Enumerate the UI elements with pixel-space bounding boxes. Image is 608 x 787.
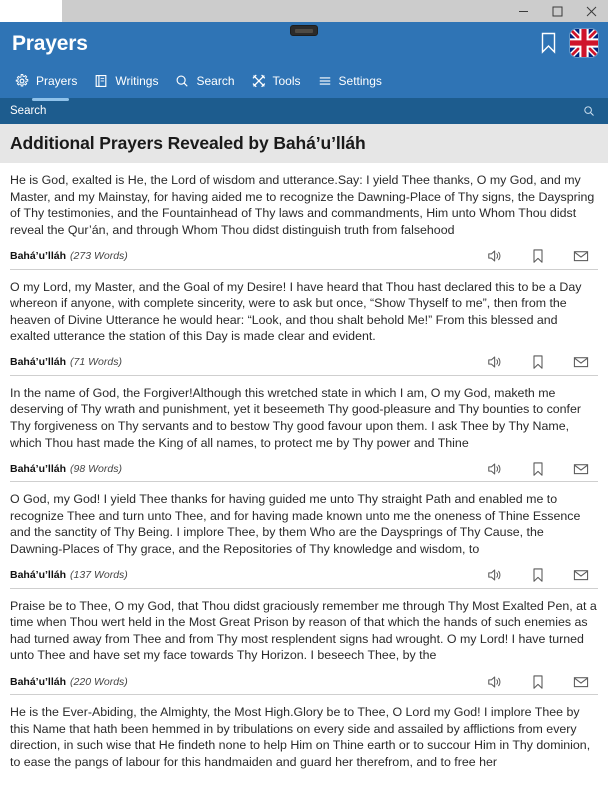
prayer-word-count: (71 Words) <box>70 356 122 369</box>
list-item[interactable] <box>10 376 598 482</box>
nav-item-prayers[interactable] <box>10 64 89 98</box>
nav-item-label: Search <box>196 74 235 88</box>
prayer-word-count: (98 Words) <box>70 462 122 475</box>
speaker-icon[interactable] <box>485 247 504 266</box>
prayer-author: Bahá’u’lláh <box>10 250 67 262</box>
search-input[interactable] <box>10 105 580 117</box>
list-item[interactable] <box>10 589 598 695</box>
nav-item-tools[interactable] <box>247 64 313 98</box>
bookmark-icon[interactable] <box>528 247 547 266</box>
prayer-meta-row <box>10 565 598 589</box>
minimize-button[interactable] <box>506 0 540 22</box>
window-controls <box>506 0 608 22</box>
prayer-actions <box>485 566 598 585</box>
list-item[interactable] <box>10 163 598 269</box>
prayer-author: Bahá’u’lláh <box>10 356 67 369</box>
app-header <box>0 22 608 98</box>
speaker-icon[interactable] <box>485 566 504 585</box>
united-kingdom-flag-icon[interactable] <box>570 29 598 57</box>
search-bar <box>0 98 608 124</box>
prayer-word-count: (137 Words) <box>70 569 128 582</box>
nav-item-settings[interactable] <box>313 64 394 98</box>
prayer-word-count: (273 Words) <box>70 250 128 262</box>
book-icon <box>93 73 109 89</box>
section-heading: Additional Prayers Revealed by Bahá’u’lláh <box>10 133 366 153</box>
prayer-text: O my Lord, my Master, and the Goal of my Desire! I have heard that Thou hast declared this to be a Day whereon if anyone, with complete sincerity, were to ask but once, “Show Thyself to me”, then from the heaven of Divine Utterance he would hear: “Look, and thou shalt behold Me!” From this blessed and exalted utterance the station of this Day is made clear and evident. <box>10 279 582 344</box>
list-item[interactable] <box>10 482 598 588</box>
prayer-actions <box>485 247 598 266</box>
speaker-icon[interactable] <box>485 672 504 691</box>
hamburger-icon <box>317 73 333 89</box>
prayer-author: Bahá’u’lláh <box>10 569 67 582</box>
prayer-text: In the name of God, the Forgiver!Although this wretched state in which I am, O my God, maketh me deserving of Thy wrath and punishment, yet it beseemeth Thy good-pleasure and Thy bounties to confer Thy forgiveness on Thy servants and to bestow Thy good favour upon them. I ask Thee by Thy Name, which Thou hast made the King of all names, to protect me by Thy power and Thine <box>10 385 582 450</box>
prayer-meta-row <box>10 671 598 695</box>
speaker-icon[interactable] <box>485 459 504 478</box>
prayer-list[interactable] <box>0 163 608 787</box>
nav-item-search[interactable] <box>170 64 246 98</box>
tools-icon <box>251 73 267 89</box>
prayer-actions <box>485 459 598 478</box>
search-icon <box>174 73 190 89</box>
prayer-meta-row <box>10 458 598 482</box>
prayer-text: He is God, exalted is He, the Lord of wisdom and utterance.Say: I yield Thee thanks, O my God, and my Master, and my Mainstay, for having aided me to recognize the Dawning-Place of Thy signs, the Dayspring of Thy testimonies, and the Fountainhead of Thy laws and commandments, Him unto Whom Thou didst reveal the Qur’án, and through Whom Thou didst distinguish truth from falsehood <box>10 173 595 237</box>
nav-item-label: Prayers <box>36 74 78 88</box>
nav-item-label: Writings <box>115 74 159 88</box>
envelope-icon[interactable] <box>571 353 590 372</box>
envelope-icon[interactable] <box>571 672 590 691</box>
bookmark-icon[interactable] <box>528 566 547 585</box>
title-bar-left-spacer <box>0 0 62 22</box>
nav-item-label: Tools <box>272 74 301 88</box>
envelope-icon[interactable] <box>571 247 590 266</box>
bookmark-icon[interactable] <box>535 29 561 57</box>
list-item[interactable] <box>10 695 598 777</box>
bookmark-icon[interactable] <box>528 353 547 372</box>
prayer-meta-row <box>10 246 598 270</box>
nav-item-label: Settings <box>338 74 382 88</box>
bookmark-icon[interactable] <box>528 672 547 691</box>
section-heading-band <box>0 124 608 163</box>
search-icon[interactable] <box>580 102 598 120</box>
page-title: Prayers <box>12 31 88 55</box>
nav-item-writings[interactable] <box>89 64 170 98</box>
prayer-text: Praise be to Thee, O my God, that Thou didst graciously remember me through Thy Most Exalted Pen, at a time when Thou wert held in the Most Great Prison by reason of that which the hands of such enemies as had turned away from Thee and from Thy most resplendent signs had wrought. O my Lord! I have turned unto Thee and have set my face towards Thy Horizon. I beseech Thee, by the <box>10 598 597 663</box>
prayer-text: He is the Ever-Abiding, the Almighty, the Most High.Glory be to Thee, O Lord my God! I implore Thee by this Name that hath been hemmed in by tribulations on every side and assailed by afflictions from every direction, in such wise that He findeth none to help Him on Thine earth or to succour Him in Thy dominion, to ease the pangs of labour for this handmaiden and guard her therefrom, and to free her <box>10 705 591 769</box>
bookmark-icon[interactable] <box>528 459 547 478</box>
maximize-button[interactable] <box>540 0 574 22</box>
gear-icon <box>14 73 30 89</box>
prayer-meta-row <box>10 352 598 376</box>
main-navigation <box>0 64 608 98</box>
prayer-author: Bahá’u’lláh <box>10 462 67 475</box>
prayer-actions <box>485 353 598 372</box>
header-actions <box>535 29 598 57</box>
prayer-text: O God, my God! I yield Thee thanks for having guided me unto Thy straight Path and enabled me to recognize Thee and turn unto Thee, and for having made known unto me the oneness of Thine Essence and the sanctity of Thy Being. I implore Thee, by them Who are the Daysprings of Thy Cause, the Dawning-Places of Thy grace, and the Repositories of Thy knowledge and wisdom, to <box>10 492 581 557</box>
envelope-icon[interactable] <box>571 566 590 585</box>
prayer-word-count: (220 Words) <box>70 675 128 688</box>
prayer-actions <box>485 672 598 691</box>
prayer-author: Bahá’u’lláh <box>10 675 67 688</box>
speaker-icon[interactable] <box>485 353 504 372</box>
app-header-top-row <box>0 22 608 64</box>
title-bar-drag-region[interactable] <box>62 0 506 22</box>
close-button[interactable] <box>574 0 608 22</box>
envelope-icon[interactable] <box>571 459 590 478</box>
window-title-bar <box>0 0 608 22</box>
header-badge-indicator <box>290 25 318 36</box>
list-item[interactable] <box>10 270 598 376</box>
